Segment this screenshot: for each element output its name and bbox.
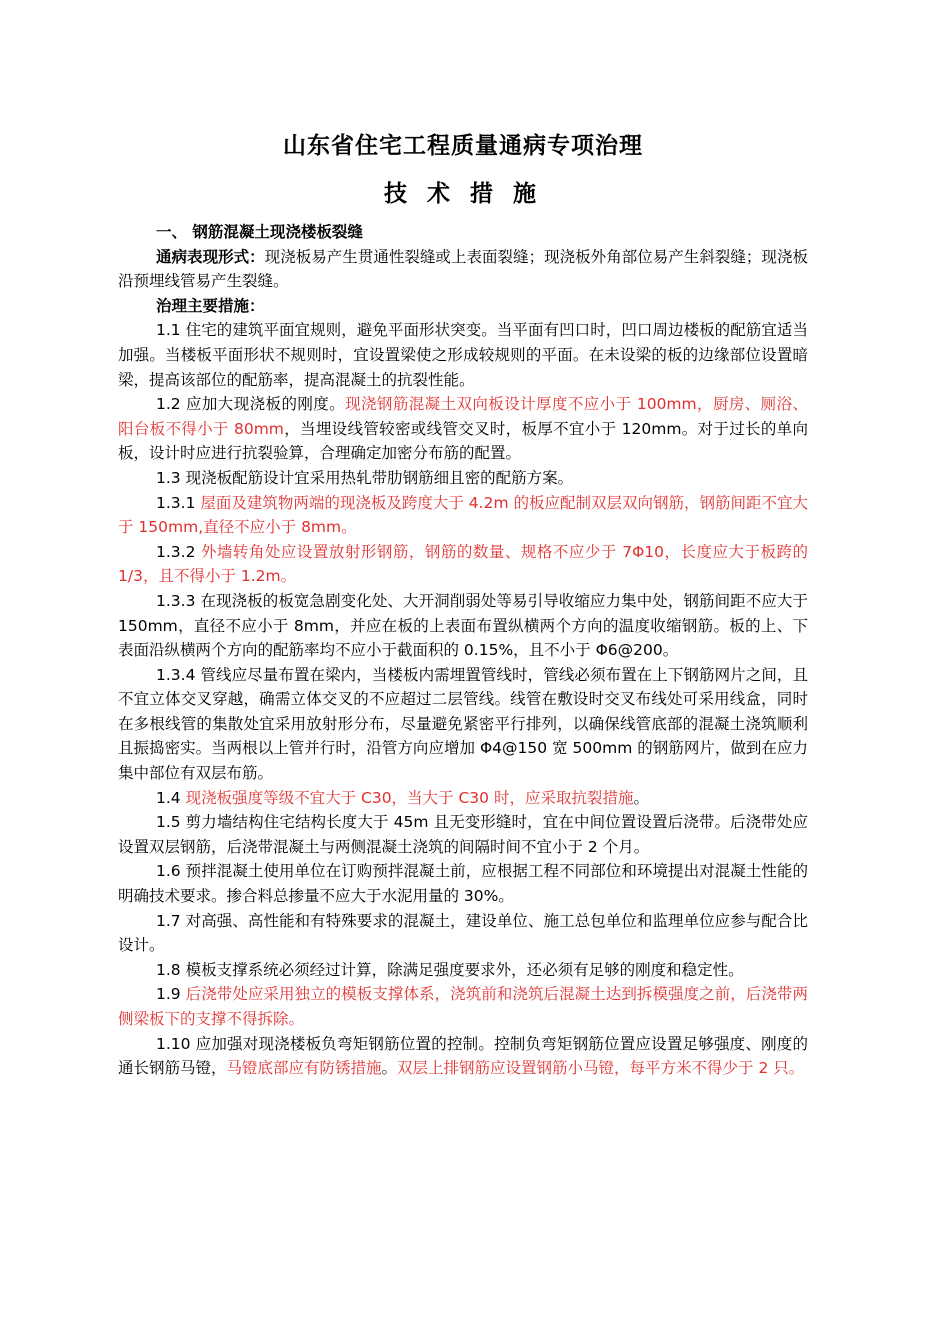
clause-1-4-number: 1.4 [156,788,186,807]
clause-1-9 [118,982,808,1031]
clause-1-2-highlight: 现浇钢筋混凝土双向板设计厚度不应小于 100mm，厨房、厕浴、阳台板不得小于 80mm [118,395,809,438]
clause-1-2 [118,392,808,466]
measures-label: 治理主要措施： [156,296,265,315]
clause-1-3-1-highlight: 屋面及建筑物两端的现浇板及跨度大于 4.2m 的板应配制双层双向钢筋，钢筋间距不宜大于 150mm,直径不应小于 8mm。 [118,493,808,537]
clause-1-10-highlight-1: 马镫底部应有防锈措施 [226,1059,382,1078]
document-subtitle: 技 术 措 施 [383,181,543,207]
clause-1-10-text: 1.10 应加强对现浇楼板负弯矩钢筋位置的控制。控制负弯矩钢筋位置应设置足够强度、刚度的通长钢筋马镫， [118,1034,808,1078]
symptoms-text: 现浇板易产生贯通性裂缝或上表面裂缝；现浇板外角部位易产生斜裂缝；现浇板沿预埋线管易产生裂缝。 [118,247,808,291]
clause-1-4-end: 。 [633,788,649,807]
clause-1-9-highlight: 后浇带处应采用独立的模板支撑体系，浇筑前和浇筑后混凝土达到拆模强度之前，后浇带两侧梁板下的支撑不得拆除。 [118,985,808,1028]
clause-1-3-1 [118,491,808,540]
clause-1-2-text: 1.2 应加大现浇板的刚度。 [156,395,346,414]
clause-1-4 [118,786,808,811]
section-heading: 一、 钢筋混凝土现浇楼板裂缝 [156,223,363,241]
clause-1-1: 1.1 住宅的建筑平面宜规则，避免平面形状突变。当平面有凹口时，凹口周边楼板的配筋宜适当加强。当楼板平面形状不规则时，宜设置梁使之形成较规则的平面。在未设梁的板的边缘部位设置暗梁，提高该部位的配筋率，提高混凝土的抗裂性能。 [118,321,808,389]
clause-1-8: 1.8 模板支撑系统必须经过计算，除满足强度要求外，还必须有足够的刚度和稳定性。 [156,960,744,979]
clause-1-4-highlight: 现浇板强度等级不宜大于 C30，当大于 C30 时，应采取抗裂措施 [185,788,634,807]
clause-1-9-number: 1.9 [156,985,186,1004]
clause-1-3-1-number: 1.3.1 [156,493,201,512]
document-title: 山东省住宅工程质量通病专项治理 [283,133,643,159]
clause-1-10 [118,1032,808,1081]
clause-1-10-punct: 。 [381,1059,398,1078]
clause-1-3-3: 1.3.3 在现浇板的板宽急剧变化处、大开洞削弱处等易引导收缩应力集中处，钢筋间距不应大于 150mm，直径不应小于 8mm，并应在板的上表面布置纵横两个方向的温度收缩钢筋。板的上、下表面沿纵横两个方向的配筋率均不应小于截面积的 0.15%，且不小于 Φ6@200。 [118,591,808,660]
symptoms-label: 通病表现形式： [156,247,265,266]
clause-1-7: 1.7 对高强、高性能和有特殊要求的混凝土，建设单位、施工总包单位和监理单位应参与配合比设计。 [118,911,808,955]
document-page [118,122,808,1081]
clause-1-3-2-highlight: 外墙转角处应设置放射形钢筋，钢筋的数量、规格不应少于 7Φ10，长度应大于板跨的 1/3，且不得小于 1.2m。 [118,542,808,586]
clause-1-10-highlight-2: 双层上排钢筋应设置钢筋小马镫，每平方米不得少于 2 只。 [397,1059,805,1078]
clause-1-3: 1.3 现浇板配筋设计宜采用热轧带肋钢筋细且密的配筋方案。 [156,468,574,487]
clause-1-5: 1.5 剪力墙结构住宅结构长度大于 45m 且无变形缝时，宜在中间位置设置后浇带。后浇带处应设置双层钢筋，后浇带混凝土与两侧混凝土浇筑的间隔时间不宜小于 2 个月。 [118,813,808,856]
symptoms-paragraph [118,245,808,294]
clause-1-2-text-end: ，当埋设线管较密或线管交叉时，板厚不宜小于 120mm。对于过长的单向板，设计时应进行抗裂验算，合理确定加密分布筋的配置。 [118,419,808,463]
clause-1-6: 1.6 预拌混凝土使用单位在订购预拌混凝土前，应根据工程不同部位和环境提出对混凝土性能的明确技术要求。掺合料总掺量不应大于水泥用量的 30%。 [118,862,808,906]
clause-1-3-4: 1.3.4 管线应尽量布置在梁内，当楼板内需埋置管线时，管线必须布置在上下钢筋网片之间，且不宜立体交叉穿越，确需立体交叉的不应超过二层管线。线管在敷设时交叉布线处可采用线盒，同时在多根线管的集散处宜采用放射形分布，尽量避免紧密平行排列，以确保线管底部的混凝土浇筑顺利且振捣密实。当两根以上管并行时，沿管方向应增加 Φ4@150 宽 500mm 的钢筋网片，做到在应力集中部位有双层布筋。 [118,665,808,783]
clause-1-3-2 [118,540,808,589]
clause-1-3-2-number: 1.3.2 [156,542,201,561]
